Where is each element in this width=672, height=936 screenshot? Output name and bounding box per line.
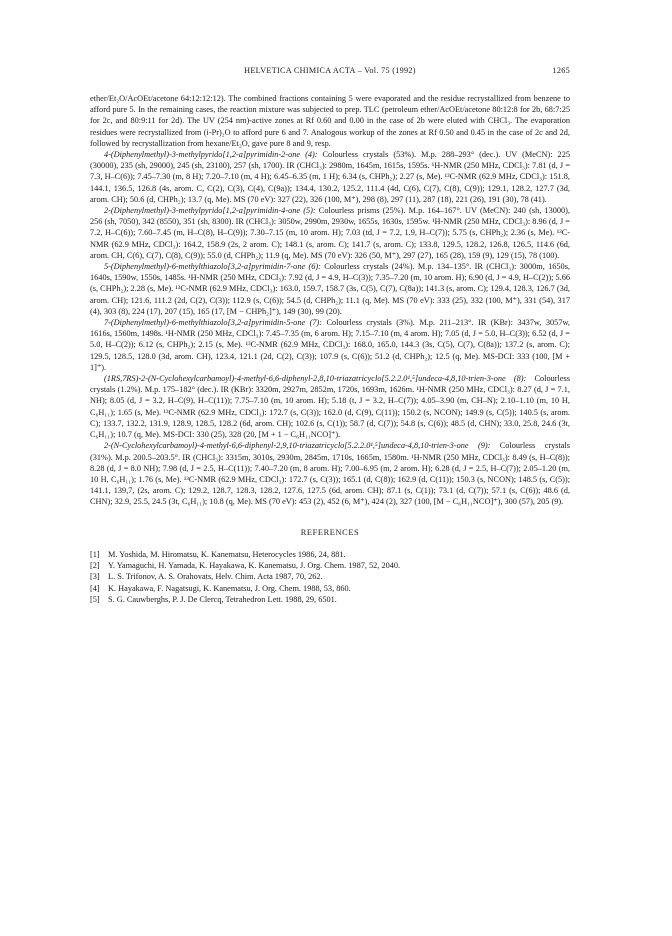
- compound-title: 7-(Diphenylmethyl)-6-methylthiazolo[3,2-a]pyrimidin-5-one (7):: [104, 318, 323, 328]
- reference-text: M. Yoshida, M. Hiromatsu, K. Kanematsu, Heterocycles 1986, 24, 881.: [108, 549, 346, 559]
- compound-data: Colourless crystals (53%). M.p. 288–293° (dec.). UV (MeCN): 225 (30000), 235 (sh, 29000), 245 (sh, 23100), 257 (sh, 1700). IR (CHCl₃): 2980m, 1645m, 1615s, 1595s. ¹H-NMR (250 MHz, CDCl₃): 7.81 (d, J = 7.3, H–C(6)); 7.45–7.30 (m, 8 H); 7.20–7.10 (m, 4 H); 6.45–6.35 (m, 1 H); 6.34 (s, CHPh₂); 2.27 (s, Me). ¹³C-NMR (62.9 MHz, CDCl₃): 151.8, 144.1, 136.5, 126.8 (4s, arom. C, C(2), C(3), C(4), C(9a)); 134.4, 130.2, 125.2, 111.4 (4d, C(6), C(7), C(8), C(9)); 129.1, 128.2, 127.7 (3d, arom. CH); 50.6 (d, CHPh₂); 13.7 (q, Me). MS (70 eV): 327 (22), 326 (100, M⁺), 298 (8), 297 (11), 287 (18), 221 (26), 191 (30), 78 (41).: [90, 150, 570, 204]
- compound-data: Colourless crystals (1.2%). M.p. 175–182° (dec.). IR (KBr): 3320m, 2927m, 2852m, 1720s, 1693m, 1626m. ¹H-NMR (250 MHz, CDCl₃): 8.27 (d, J = 7.1, NH); 8.05 (d, J = 3.2, H–C(9), H–C(11)); 7.75–7.10 (m, 10 arom. H); 5.18 (t, J = 3.2, H–C(7)); 4.05–3.90 (m, CH–N); 2.10–1.10 (m, 10 H, C₆H₁₁); 1.65 (s, Me). ¹³C-NMR (62.9 MHz, CDCl₃): 172.7 (s, C(3)); 162.0 (d, C(9), C(11)); 150.2 (s, NCON); 149.9 (s, C(5)); 140.5 (s, arom. C); 133.7, 132.2, 131.9, 128.9, 128.5, 128.2 (6d, arom. CH); 102.6 (s, C(1)); 58.7 (d, C(7)); 54.8 (s, C(6)); 48.5 (d, CHN); 33.0, 25.8, 24.6 (3t, C₆H₁₁); 10.7 (q, Me). MS-DCI: 330 (25), 328 (20, [M + 1 − C₆H₁₁NCO]⁺).: [90, 374, 570, 440]
- page-number: 1265: [552, 66, 570, 75]
- compound-data: Colourless crystals (3%). M.p. 211–213°. IR (KBr): 3437w, 3057w, 1616s, 1560m, 1498s. ¹H-NMR (250 MHz, CDCl₃): 7.45–7.35 (m, 6 arom. H); 7.15–7.10 (m, 4 arom. H); 7.05 (d, J = 5.0, H–C(3)); 6.52 (d, J = 5.0, H–C(2)); 6.12 (s, CHPh₂); 2.15 (s, Me). ¹³C-NMR (62.9 MHz, CDCl₃): 168.0, 165.0, 144.3 (3s, C(5), C(7), C(8a)); 137.2 (s, arom. C); 129.5, 128.5, 128.0 (3d, arom. CH), 123.4, 121.1 (2d, C(2), C(3)); 107.9 (s, C(6)); 51.2 (d, CHPh₂); 12.5 (q, Me). MS-DCI: 333 (100, [M + 1]⁺).: [90, 318, 570, 372]
- compound-entry-6: [90, 261, 570, 317]
- compound-title: 2-(Diphenylmethyl)-3-methylpyrido[1,2-a]pyrimidin-4-one (5):: [104, 206, 316, 216]
- reference-item: [90, 583, 570, 594]
- reference-item: [90, 594, 570, 605]
- compound-data: Colourless crystals (31%). M.p. 200.5–203.5°. IR (CHCl₃): 3315m, 3010s, 2930m, 2845m, 1710s, 1665m, 1580m. ¹H-NMR (250 MHz, CDCl₃): 8.49 (s, H–C(8)); 8.28 (d, J = 8.0 NH); 7.98 (d, J = 2.5, H–C(11)); 7.40–7.20 (m, 8 arom. H); 7.00–6.95 (m, 2 arom. H); 6.28 (d, J = 2.5, H–C(7)); 2.05–1.20 (m, 10 H, C₆H₁₁); 1.76 (s, Me). ¹³C-NMR (62.9 MHz, CDCl₃): 172.7 (s, C(3)); 165.1 (d, C(8)); 162.9 (d, C(11)); 150.3 (s, NCON); 148.5 (s, C(5)); 141.1, 139,7, (2s, arom. C); 129.2, 128.7, 128.3, 128.2, 127.6, 127.5 (6d, arom. CH); 87.1 (s, C(1)); 73.1 (d, C(7)); 57.1 (s, C(6)); 48.6 (d, CHN); 32.9, 25.5, 24.5 (3t, C₆H₁₁); 10.8 (q, Me). MS (70 eV): 453 (2), 452 (6, M⁺), 424 (2), 327 (100, [M − C₆H₁₁NCO]⁺), 300 (57), 205 (9).: [90, 441, 570, 507]
- reference-item: [90, 571, 570, 582]
- reference-number: [2]: [90, 560, 100, 570]
- compound-entry-9: [90, 440, 570, 507]
- reference-text: L. S. Trifonov, A. S. Orahovats, Helv. Chim. Acta 1987, 70, 262.: [108, 572, 323, 582]
- compound-entry-4: [90, 149, 570, 205]
- reference-text: K. Hayakawa, F. Nagatsugi, K. Kanematsu, J. Org. Chem. 1988, 53, 860.: [108, 583, 351, 593]
- compound-entry-8: [90, 373, 570, 440]
- references-heading: REFERENCES: [300, 527, 360, 537]
- compound-title: (1RS,7RS)-2-(N-Cyclohexylcarbamoyl)-4-methyl-6,6-diphenyl-2,8,10-triazatricyclo[5.2.2.0¹,⁵]undeca-4,8,10-trien-3-one (8):: [104, 374, 527, 384]
- reference-number: [1]: [90, 549, 100, 559]
- compound-data: Colourless prisms (25%). M.p. 164–167°. UV (MeCN): 240 (sh, 13000), 256 (sh, 7050), 342 (8550), 351 (sh, 8300). IR (CHCl₃): 3050w, 2990m, 2930w, 1655s, 1630s, 1595w. ¹H-NMR (250 MHz, CDCl₃): 8.96 (d, J = 7.2, H–C(6)); 7.60–7.45 (m, H–C(8), H–C(9)); 7.30–7.15 (m, 10 arom. H); 7.03 (td, J = 7.2, 1.9, H–C(7)); 5.75 (s, CHPh₂); 2.36 (s, Me). ¹³C-NMR (62.9 MHz, CDCl₃): 164.2, 158.9 (2s, 2 arom. C); 148.1 (s, arom. C); 141.7 (s, arom. C); 133.8, 129.5, 128.2, 126.8, 126.5, 114.6 (6d, arom. CH, C(6), C(7), C(8), C(9)); 55.0 (d, CHPh₂); 11.9 (q, Me). MS (70 eV): 326 (50, M⁺), 297 (27), 165 (28), 159 (9), 129 (15), 78 (100).: [90, 206, 571, 260]
- reference-number: [5]: [90, 595, 100, 605]
- compound-entry-5: [90, 205, 570, 261]
- page-header: [90, 66, 570, 80]
- reference-item: [90, 549, 570, 560]
- reference-number: [3]: [90, 572, 100, 582]
- reference-text: S. G. Cauwberghs, P. J. De Clercq, Tetrahedron Lett. 1988, 29, 6501.: [108, 595, 337, 605]
- compound-title: 4-(Diphenylmethyl)-3-methylpyrido[1,2-a]pyrimidin-2-one (4):: [104, 150, 318, 160]
- compound-entry-7: [90, 317, 570, 373]
- references-section: [90, 528, 570, 606]
- compound-title: 5-(Diphenylmethyl)-6-methylthiazolo[3,2-a]pyrimidin-7-one (6):: [104, 262, 321, 272]
- reference-item: [90, 560, 570, 571]
- reference-number: [4]: [90, 583, 100, 593]
- compound-data: Colourless crystals (24%). M.p. 134–135°. IR (CHCl₃): 3000m, 1650s, 1640s, 1590w, 1550s, 1485s. ¹H-NMR (250 MHz, CDCl₃): 7.92 (d, J = 4.9, H–C(3)); 7.35–7.20 (m, 10 arom. H); 6.90 (d, J = 4.9, H–C(2)); 5.66 (s, CHPh₂); 2.28 (s, Me). ¹³C-NMR (62.9 MHz, CDCl₃): 163.0, 159.7, 158.7 (3s, C(5), C(7), C(8a)); 141.3 (s, arom. C); 129.4, 128.3, 126.7 (3d, arom. CH); 121.6, 111.2 (2d, C(2), C(3)); 112.9 (s, C(6)); 54.5 (d, CHPh₂); 11.1 (q, Me). MS (70 eV): 333 (25), 332 (100, M⁺), 331 (54), 317 (4), 303 (8), 224 (17), 207 (15), 165 (17, [M − CHPh₂]⁺), 149 (30), 99 (20).: [90, 262, 570, 316]
- reference-text: Y. Yamaguchi, H. Yamada, K. Hayakawa, K. Kanematsu, J. Org. Chem. 1987, 52, 2040.: [108, 560, 401, 570]
- running-title: HELVETICA CHIMICA ACTA – Vol. 75 (1992): [244, 66, 416, 75]
- intro-paragraph: ether/Et₂O/AcOEt/acetone 64:12:12:12). The combined fractions containing 5 were evaporated and the residue recrystallized from benzene to afford pure 5. In the remaining cases, the reaction mixture was subjected to prep. TLC (petroleum ether/AcOEt/acetone 80:12:8 for 2b, 68:7:25 for 2c, and 80:9:11 for 2d). The UV (254 nm)-active zones at Rf 0.60 and 0.00 in the case of 2b were eluted with CHCl₃. The evaporation residues were recrystallized from (i-Pr)₂O to afford pure 6 and 7. Analogous workup of the zones at Rf 0.50 and 0.45 in the case of 2c and 2d, followed by recrystallization from hexane/Et₂O, gave pure 8 and 9, resp.: [90, 94, 570, 148]
- compound-title: 2-(N-Cyclohexylcarbamoyl)-4-methyl-6,6-diphenyl-2,9,10-triazatricyclo[5.2.2.0¹,⁵]undeca-4,8,10-trien-3-one (9):: [104, 441, 491, 451]
- journal-page: [90, 66, 570, 606]
- experimental-text: [90, 93, 570, 508]
